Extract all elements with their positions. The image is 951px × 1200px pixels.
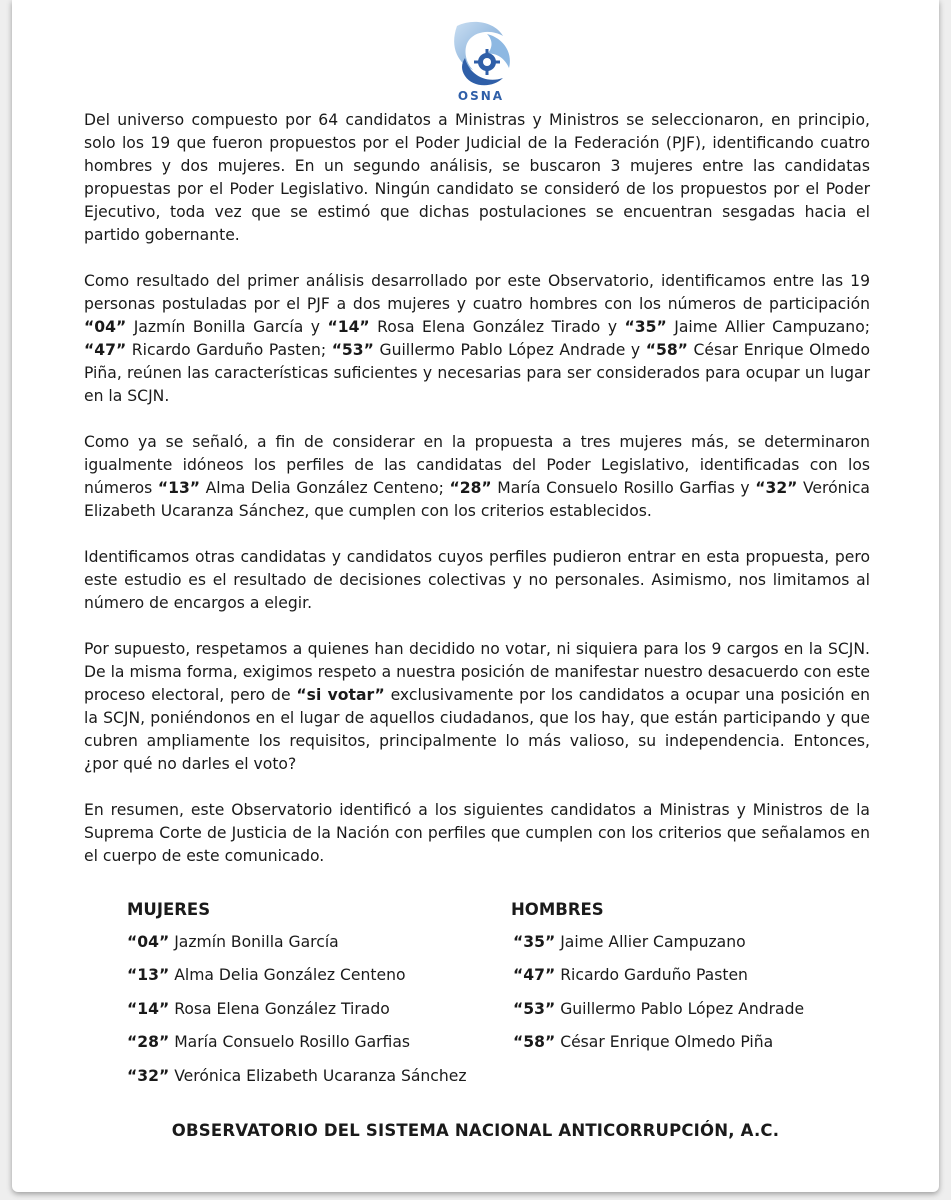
candidate-lists [115, 900, 875, 1100]
men-heading: HOMBRES [511, 900, 604, 919]
candidate-name: Jazmín Bonilla García [174, 933, 339, 951]
candidate-entry [115, 997, 467, 1030]
candidate-number: “32” [127, 1066, 170, 1085]
text-run: Ricardo Garduño Pasten; [126, 341, 332, 359]
body-text [84, 109, 870, 891]
candidate-entry [501, 997, 804, 1030]
text-run: Rosa Elena González Tirado y [369, 318, 625, 336]
candidate-name: María Consuelo Rosillo Garfias [174, 1033, 411, 1052]
men-list [501, 930, 804, 1064]
candidate-number: “14” [127, 999, 170, 1018]
text-run: Alma Delia González Centeno; [200, 479, 450, 497]
text-run: exclusivamente por los candidatos a ocupar una posición en la SCJN, poniéndonos en el lugar de aquellos ciudadanos, que los hay, que están participando y que cubren ampliamente los requisitos, principalmente lo más valioso, su independencia. Entonces, ¿por qué no darles el voto? [84, 686, 871, 773]
bold-text: “35” [624, 318, 667, 336]
bold-text: “13” [157, 479, 201, 497]
candidate-entry-inner [127, 930, 467, 954]
candidate-entry-inner [127, 1030, 467, 1054]
bold-text: “32” [755, 479, 798, 497]
text-run: Verónica Elizabeth Ucaranza Sánchez, que cumplen con los criterios establecidos. [84, 479, 870, 520]
bold-text: “04” [84, 318, 127, 336]
candidate-number: “47” [513, 966, 556, 985]
candidate-entry-inner [513, 963, 804, 987]
candidate-entry [501, 1030, 804, 1063]
candidate-number: “13” [127, 966, 170, 985]
candidate-entry [115, 1030, 467, 1063]
candidate-entry-inner [513, 997, 804, 1021]
paragraph [84, 431, 870, 523]
women-heading: MUJERES [127, 900, 211, 919]
candidate-number: “35” [513, 933, 556, 951]
document-page [12, 0, 939, 1192]
bold-text: “53” [331, 341, 374, 359]
candidate-entry-inner [127, 1064, 467, 1088]
text-run: Como ya se señaló, a fin de considerar en la propuesta a tres mujeres más, se determinaron igualmente idóneos los perfiles de las candidatas del Poder Legislativo, identificadas con los números [84, 433, 870, 497]
men-column [501, 900, 804, 1064]
bold-text: “28” [449, 479, 492, 497]
candidate-number: “28” [127, 1033, 170, 1052]
candidate-entry [115, 930, 467, 963]
candidate-entry [501, 930, 804, 963]
candidate-number: “53” [513, 999, 556, 1018]
text-run: Jazmín Bonilla García y [126, 318, 328, 336]
candidate-name: Alma Delia González Centeno [174, 966, 406, 985]
paragraph [84, 638, 870, 776]
organization-signature: OBSERVATORIO DEL SISTEMA NACIONAL ANTICORRUPCIÓN, A.C. [171, 1121, 780, 1140]
candidate-entry [501, 963, 804, 996]
candidate-name: Jaime Allier Campuzano [560, 933, 746, 951]
text-run: Como resultado del primer análisis desarrollado por este Observatorio, identificamos entre las 19 personas postuladas por el PJF a dos mujeres y cuatro hombres con los números de participación [84, 272, 870, 313]
paragraph [84, 270, 870, 408]
text-run: César Enrique Olmedo Piña, reúnen las características suficientes y necesarias para ser considerados para ocupar un lugar en la SCJN. [84, 341, 870, 405]
text-run: Del universo compuesto por 64 candidatos a Ministras y Ministros se seleccionaron, en principio, solo los 19 que fueron propuestos por el Poder Judicial de la Federación (PJF), identificando cuatro hombres y dos mujeres. En un segundo análisis, se buscaron 3 mujeres entre las candidatas propuestas por el Poder Legislativo. Ningún candidato se consideró de los propuestos por el Poder Ejecutivo, toda vez que se estimó que dichas postulaciones se encuentran sesgadas hacia el partido gobernante. [84, 111, 870, 244]
paragraph [84, 546, 870, 615]
text-run: Identificamos otras candidatas y candidatos cuyos perfiles pudieron entrar en esta propuesta, pero este estudio es el resultado de decisiones colectivas y no personales. Asimismo, nos limitamos al número de encargos a elegir. [84, 548, 870, 612]
text-run: Jaime Allier Campuzano; [666, 318, 870, 336]
logo-text: OSNA [457, 89, 505, 103]
women-column [115, 900, 467, 1097]
paragraph [84, 109, 870, 247]
candidate-entry-inner [513, 930, 804, 954]
candidate-number: “58” [513, 1033, 556, 1052]
candidate-number: “04” [127, 933, 170, 951]
candidate-entry [115, 1064, 467, 1097]
text-run: En resumen, este Observatorio identificó a los siguientes candidatos a Ministras y Ministros de la Suprema Corte de Justicia de la Nación con perfiles que cumplen con los criterios que señalamos en el cuerpo de este comunicado. [84, 801, 870, 865]
candidate-name: César Enrique Olmedo Piña [560, 1033, 774, 1052]
women-list [115, 930, 467, 1097]
candidate-entry-inner [127, 963, 467, 987]
candidate-entry-inner [127, 997, 467, 1021]
candidate-entry-inner [513, 1030, 804, 1054]
bold-text: “si votar” [296, 686, 385, 704]
candidate-name: Verónica Elizabeth Ucaranza Sánchez [174, 1066, 467, 1085]
text-run: Guillermo Pablo López Andrade y [373, 341, 646, 359]
candidate-name: Rosa Elena González Tirado [174, 999, 390, 1018]
bold-text: “47” [84, 341, 127, 359]
text-run: María Consuelo Rosillo Garfias y [491, 479, 756, 497]
bold-text: “14” [327, 318, 370, 336]
candidate-entry [115, 963, 467, 996]
bold-text: “58” [645, 341, 688, 359]
text-run: Por supuesto, respetamos a quienes han decidido no votar, ni siquiera para los 9 cargos en la SCJN. De la misma forma, exigimos respeto a nuestra posición de manifestar nuestro desacuerdo con este proceso electoral, pero de [84, 640, 870, 704]
osna-logo [443, 18, 519, 104]
paragraph [84, 799, 870, 868]
candidate-name: Ricardo Garduño Pasten [560, 966, 748, 985]
candidate-name: Guillermo Pablo López Andrade [560, 999, 805, 1018]
